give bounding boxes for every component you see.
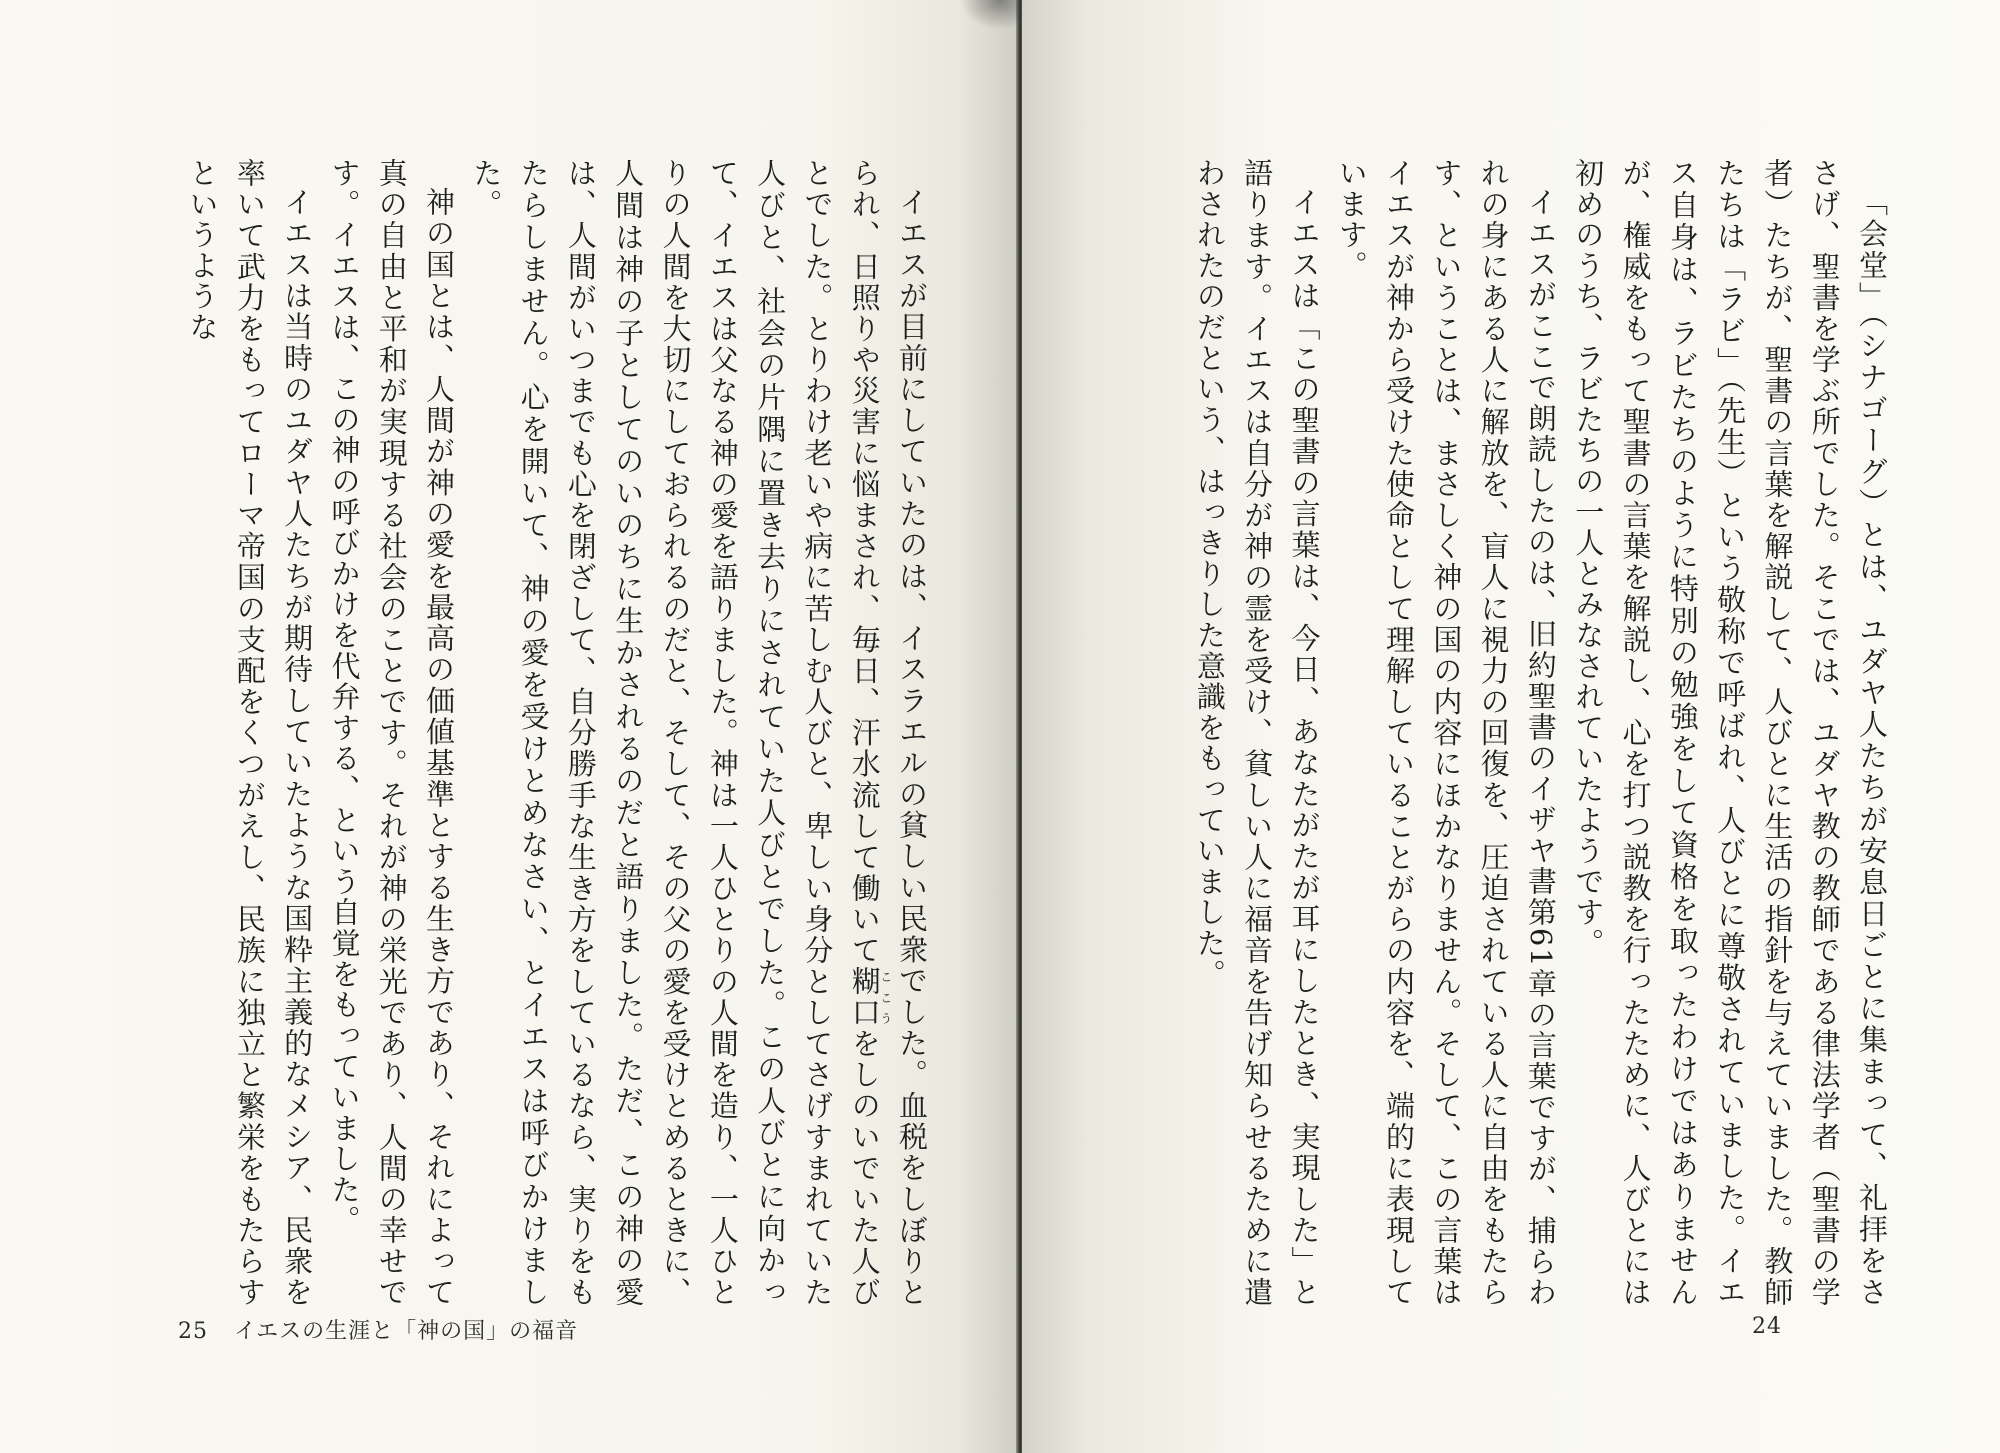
right-page-body <box>1154 158 1895 1308</box>
right-page <box>1022 0 2000 1453</box>
page-number: 24 <box>1752 1314 1782 1339</box>
paragraph: イエスは当時のユダヤ人たちが期待していたような国粋主義的なメシア、民衆を率いて武力をもってローマ帝国の支配をくつがえし、民族に独立と繁栄をもたらすというような <box>185 158 315 1308</box>
paragraph: 「会堂」（シナゴーグ）とは、ユダヤ人たちが安息日ごとに集まって、礼拝をささげ、聖書を学ぶ所でした。そこでは、ユダヤ教の教師である律法学者（聖書の学者）たちが、聖書の言葉を解説して、人びとに生活の指針を与えていました。教師たちは「ラビ」（先生）という敬称で呼ばれ、人びとに尊敬されていました。イエス自身は、ラビたちのように特別の勉強をして資格を取ったわけではありませんが、権威をもって聖書の言葉を解説し、心を打つ説教を行ったために、人びとには初めのうち、ラビたちの一人とみなされていたようです。 <box>1571 158 1889 1308</box>
paragraph: イエスが目前にしていたのは、イスラエルの貧しい民衆でした。血税をしぼりとられ、日照りや災害に悩まされ、毎日、汗水流して働いて糊口ここうをしのいでいた人びとでした。とりわけ老いや病に苦しむ人びと、卑しい身分としてさげすまれていた人びと、社会の片隅に置き去りにされていた人びとでした。この人びとに向かって、イエスは父なる神の愛を語りました。神は一人ひとりの人間を造り、一人ひとりの人間を大切にしておられるのだと、そして、その父の愛を受けとめるときに、人間は神の子としてのいのちに生かされるのだと語りました。ただ、この神の愛は、人間がいつまでも心を閉ざして、自分勝手な生き方をしているなら、実りをもたらしません。心を開いて、神の愛を受けとめなさい、とイエスは呼びかけました。 <box>469 158 929 1308</box>
page-number: 25 <box>178 1319 208 1344</box>
right-page-footer <box>1752 1314 1782 1339</box>
paragraph: イエスは「この聖書の言葉は、今日、あなたがたが耳にしたとき、実現した」と語ります。イエスは自分が神の霊を受け、貧しい人に福音を告げ知らせるために遣わされたのだという、はっきりした意識をもっていました。 <box>1192 158 1322 1308</box>
ruby-annotation: 糊口ここう <box>847 966 893 1029</box>
running-head: イエスの生涯と「神の国」の福音 <box>234 1319 579 1344</box>
left-page-body <box>61 158 935 1308</box>
paragraph: 神の国とは、人間が神の愛を最高の価値基準とする生き方であり、それによって真の自由と平和が実現する社会のことです。それが神の栄光であり、人間の幸せです。イエスは、この神の呼びかけを代弁する、という自覚をもっていました。 <box>327 158 457 1308</box>
left-page-footer <box>178 1314 578 1345</box>
paragraph: イエスがここで朗読したのは、旧約聖書のイザヤ書第61章の言葉ですが、捕らわれの身にある人に解放を、盲人に視力の回復を、圧迫されている人に自由をもたらす、ということは、まさしく神の国の内容にほかなりません。そして、この言葉はイエスが神から受けた使命として理解していることがらの内容を、端的に表現しています。 <box>1334 158 1558 1308</box>
